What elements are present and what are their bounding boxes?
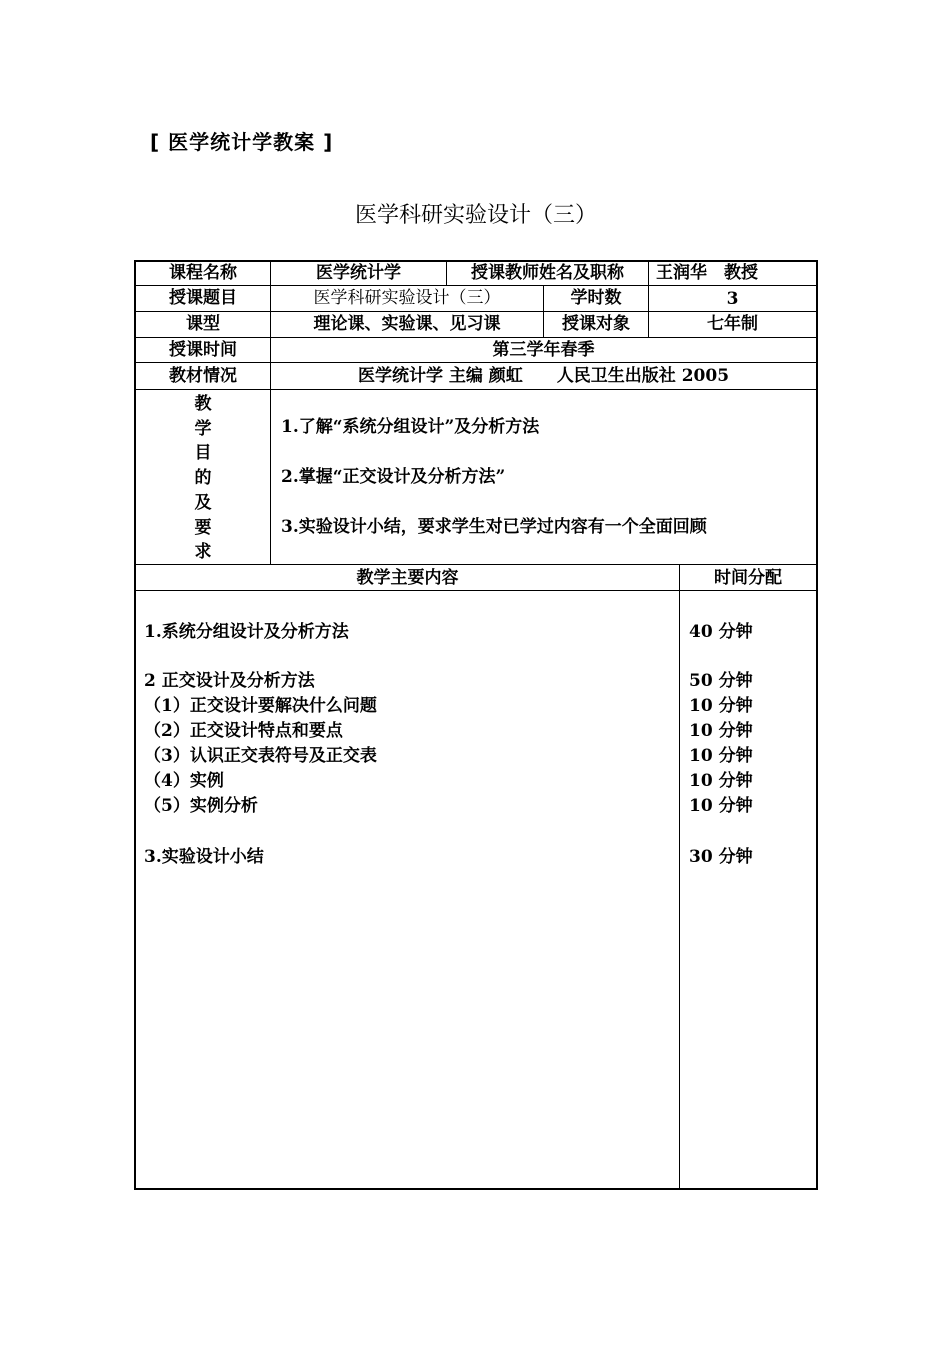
table-border-bottom xyxy=(134,1188,818,1190)
objectives-label-char: 及 xyxy=(194,492,212,513)
doc-header: [ 医学统计学教案 ] xyxy=(150,130,334,154)
content-item: （2）正交设计特点和要点 xyxy=(144,721,343,741)
content-item: 1.系统分组设计及分析方法 xyxy=(144,622,349,642)
time-item: 30 分钟 xyxy=(689,847,753,867)
page-title: 医学科研实验设计（三） xyxy=(354,203,597,228)
textbook-label: 教材情况 xyxy=(169,366,237,386)
schedule-value: 第三学年春季 xyxy=(492,340,595,360)
schedule-label: 授课时间 xyxy=(169,340,237,360)
time-item: 40 分钟 xyxy=(689,622,753,642)
hours-value: 3 xyxy=(726,289,739,309)
topic-label: 授课题目 xyxy=(169,288,237,308)
course-name-label: 课程名称 xyxy=(169,263,237,283)
row-line xyxy=(134,362,818,363)
topic-value: 医学科研实验设计（三） xyxy=(313,288,501,308)
content-item: （5）实例分析 xyxy=(144,796,258,816)
time-item: 50 分钟 xyxy=(689,671,753,691)
time-item: 10 分钟 xyxy=(689,696,753,716)
time-item: 10 分钟 xyxy=(689,721,753,741)
objective-item: 3.实验设计小结，要求学生对已学过内容有一个全面回顾 xyxy=(281,517,707,537)
row-line xyxy=(134,590,818,591)
content-item: 2 正交设计及分析方法 xyxy=(144,671,315,691)
objectives-label-char: 要 xyxy=(194,517,212,538)
objectives-label-char: 求 xyxy=(194,542,212,563)
content-item: （1）正交设计要解决什么问题 xyxy=(144,696,377,716)
objectives-label-char: 学 xyxy=(194,418,212,439)
time-item: 10 分钟 xyxy=(689,771,753,791)
objective-item: 2.掌握“正交设计及分析方法” xyxy=(281,467,506,487)
table-border-right xyxy=(816,260,818,1190)
lesson-type-value: 理论课、实验课、见习课 xyxy=(313,314,501,334)
content-item: 3.实验设计小结 xyxy=(144,847,264,867)
lesson-type-label: 课型 xyxy=(186,314,220,334)
time-item: 10 分钟 xyxy=(689,796,753,816)
objectives-label xyxy=(136,392,270,565)
objectives-label-char: 教 xyxy=(194,394,212,414)
audience-label: 授课对象 xyxy=(562,314,630,334)
row-line xyxy=(134,389,818,390)
col-line xyxy=(679,564,680,1189)
content-item: （4）实例 xyxy=(144,771,224,791)
teacher-label: 授课教师姓名及职称 xyxy=(471,263,624,283)
hours-label: 学时数 xyxy=(570,288,622,308)
time-item: 10 分钟 xyxy=(689,746,753,766)
course-name-value: 医学统计学 xyxy=(316,263,401,283)
time-header: 时间分配 xyxy=(714,568,782,588)
objectives-label-char: 的 xyxy=(194,468,212,489)
objective-item: 1.了解“系统分组设计”及分析方法 xyxy=(281,417,540,437)
content-header: 教学主要内容 xyxy=(356,568,459,588)
teacher-value: 王润华 教授 xyxy=(656,263,758,283)
objectives-label-char: 目 xyxy=(194,443,212,464)
audience-value: 七年制 xyxy=(707,314,758,334)
textbook-value: 医学统计学 主编 颜虹 人民卫生出版社 2005 xyxy=(357,366,730,386)
content-item: （3）认识正交表符号及正交表 xyxy=(144,746,377,766)
